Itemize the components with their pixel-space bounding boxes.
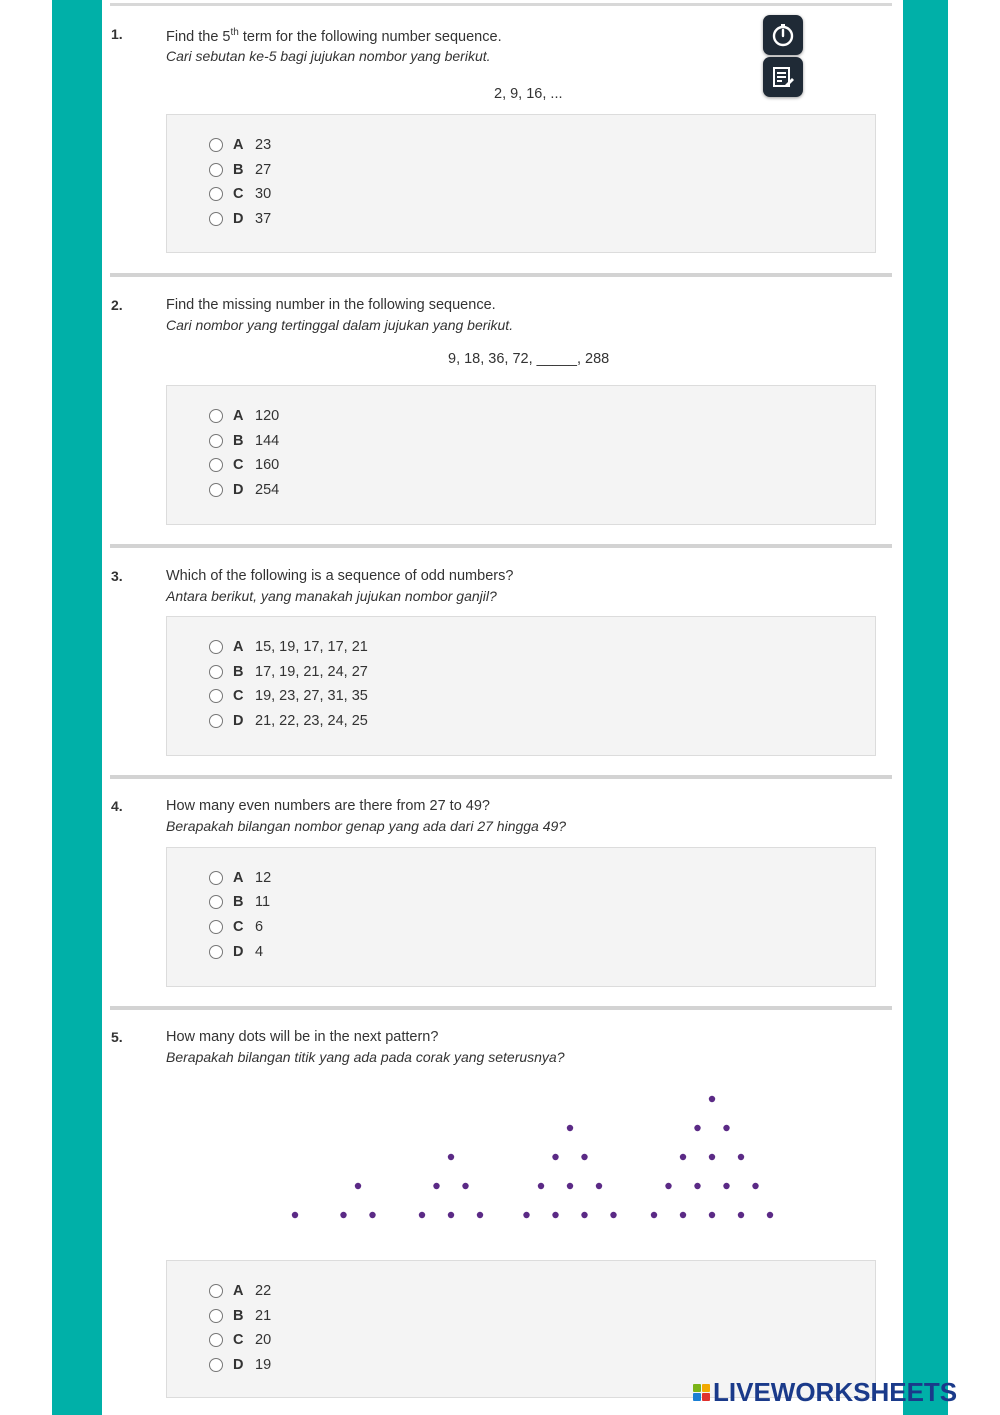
option-text: 23 bbox=[255, 137, 272, 153]
option-letter: B bbox=[233, 664, 244, 680]
option-c[interactable] bbox=[209, 1330, 271, 1350]
option-letter: C bbox=[233, 186, 244, 202]
option-text: 6 bbox=[255, 919, 264, 935]
option-letter: B bbox=[233, 894, 244, 910]
options-box bbox=[166, 847, 876, 987]
option-text: 19, 23, 27, 31, 35 bbox=[255, 688, 368, 704]
radio-button[interactable] bbox=[209, 689, 223, 703]
option-letter: A bbox=[233, 639, 244, 655]
option-d[interactable] bbox=[209, 1355, 271, 1375]
radio-button[interactable] bbox=[209, 483, 223, 497]
option-letter: D bbox=[233, 713, 244, 729]
option-letter: B bbox=[233, 433, 244, 449]
option-a[interactable] bbox=[209, 868, 271, 888]
pattern-dot bbox=[651, 1212, 657, 1218]
pattern-dot bbox=[419, 1212, 425, 1218]
option-b[interactable] bbox=[209, 662, 368, 682]
section-divider bbox=[110, 1006, 892, 1010]
section-divider bbox=[110, 273, 892, 277]
radio-button[interactable] bbox=[209, 640, 223, 654]
question-number: 2. bbox=[111, 297, 123, 313]
option-text: 160 bbox=[255, 457, 280, 473]
timer-icon bbox=[771, 23, 795, 47]
radio-button[interactable] bbox=[209, 163, 223, 177]
option-text: 22 bbox=[255, 1283, 272, 1299]
pattern-dot bbox=[292, 1212, 298, 1218]
option-letter: A bbox=[233, 408, 244, 424]
options-box bbox=[166, 385, 876, 525]
option-text: 37 bbox=[255, 211, 272, 227]
pattern-dot bbox=[477, 1212, 483, 1218]
radio-button[interactable] bbox=[209, 895, 223, 909]
radio-button[interactable] bbox=[209, 1309, 223, 1323]
question-text-ms: Antara berikut, yang manakah jujukan nombor ganjil? bbox=[166, 588, 497, 604]
option-text: 254 bbox=[255, 482, 280, 498]
option-b[interactable] bbox=[209, 431, 279, 451]
option-letter: A bbox=[233, 1283, 244, 1299]
question-text-en: Find the missing number in the following sequence. bbox=[166, 297, 496, 313]
option-b[interactable] bbox=[209, 892, 270, 912]
pattern-dot bbox=[369, 1212, 375, 1218]
options-box bbox=[166, 114, 876, 253]
option-text: 30 bbox=[255, 186, 272, 202]
pattern-dot bbox=[680, 1154, 686, 1160]
dot-pattern bbox=[0, 1080, 1000, 1230]
radio-button[interactable] bbox=[209, 138, 223, 152]
pattern-dot bbox=[738, 1212, 744, 1218]
pattern-dot bbox=[723, 1125, 729, 1131]
option-letter: C bbox=[233, 688, 244, 704]
option-text: 19 bbox=[255, 1357, 272, 1373]
option-d[interactable] bbox=[209, 209, 271, 229]
radio-button[interactable] bbox=[209, 1358, 223, 1372]
pattern-dot bbox=[462, 1183, 468, 1189]
notes-icon bbox=[771, 65, 795, 89]
option-a[interactable] bbox=[209, 637, 368, 657]
pattern-dot bbox=[709, 1212, 715, 1218]
option-text: 144 bbox=[255, 433, 280, 449]
section-divider bbox=[110, 544, 892, 548]
option-letter: B bbox=[233, 1308, 244, 1324]
pattern-dot bbox=[448, 1212, 454, 1218]
option-text: 21, 22, 23, 24, 25 bbox=[255, 713, 368, 729]
option-letter: A bbox=[233, 870, 244, 886]
question-text-ms: Berapakah bilangan titik yang ada pada corak yang seterusnya? bbox=[166, 1049, 565, 1065]
option-letter: C bbox=[233, 1332, 244, 1348]
pattern-dot bbox=[767, 1212, 773, 1218]
radio-button[interactable] bbox=[209, 1333, 223, 1347]
pattern-dot bbox=[709, 1096, 715, 1102]
pattern-dot bbox=[665, 1183, 671, 1189]
question-text-en: Find the 5th term for the following number sequence. bbox=[166, 27, 502, 45]
option-text: 27 bbox=[255, 162, 272, 178]
pattern-dot bbox=[752, 1183, 758, 1189]
question-number: 1. bbox=[111, 26, 123, 42]
option-a[interactable] bbox=[209, 135, 271, 155]
option-letter: A bbox=[233, 137, 244, 153]
option-text: 20 bbox=[255, 1332, 272, 1348]
pattern-dot bbox=[694, 1125, 700, 1131]
option-c[interactable] bbox=[209, 686, 368, 706]
pattern-dot bbox=[552, 1154, 558, 1160]
question-text-en: How many even numbers are there from 27 to 49? bbox=[166, 798, 490, 814]
liveworksheets-logo[interactable] bbox=[693, 1377, 957, 1408]
pattern-dot bbox=[538, 1183, 544, 1189]
option-d[interactable] bbox=[209, 711, 368, 731]
pattern-dot bbox=[340, 1212, 346, 1218]
question-number: 3. bbox=[111, 568, 123, 584]
option-b[interactable] bbox=[209, 1306, 271, 1326]
option-c[interactable] bbox=[209, 184, 271, 204]
number-sequence: 9, 18, 36, 72, _____, 288 bbox=[448, 351, 610, 367]
radio-button[interactable] bbox=[209, 714, 223, 728]
question-number: 5. bbox=[111, 1029, 123, 1045]
option-letter: C bbox=[233, 457, 244, 473]
radio-button[interactable] bbox=[209, 187, 223, 201]
option-letter: D bbox=[233, 211, 244, 227]
option-a[interactable] bbox=[209, 1281, 271, 1301]
pattern-dot bbox=[523, 1212, 529, 1218]
option-d[interactable] bbox=[209, 942, 263, 962]
pattern-dot bbox=[567, 1125, 573, 1131]
question-text-ms: Berapakah bilangan nombor genap yang ada dari 27 hingga 49? bbox=[166, 818, 567, 834]
pattern-dot bbox=[552, 1212, 558, 1218]
pattern-dot bbox=[596, 1183, 602, 1189]
option-letter: D bbox=[233, 1357, 244, 1373]
option-d[interactable] bbox=[209, 480, 279, 500]
radio-button[interactable] bbox=[209, 434, 223, 448]
option-a[interactable] bbox=[209, 406, 279, 426]
pattern-dot bbox=[694, 1183, 700, 1189]
option-c[interactable] bbox=[209, 455, 279, 475]
logo-mark-icon bbox=[693, 1384, 710, 1401]
question-text-ms: Cari nombor yang tertinggal dalam jujukan yang berikut. bbox=[166, 317, 514, 333]
option-letter: D bbox=[233, 482, 244, 498]
notes-button[interactable] bbox=[763, 57, 803, 97]
pattern-dot bbox=[581, 1154, 587, 1160]
option-b[interactable] bbox=[209, 160, 271, 180]
option-text: 120 bbox=[255, 408, 280, 424]
radio-button[interactable] bbox=[209, 665, 223, 679]
option-text: 15, 19, 17, 17, 21 bbox=[255, 639, 368, 655]
radio-button[interactable] bbox=[209, 920, 223, 934]
pattern-dot bbox=[355, 1183, 361, 1189]
option-text: 4 bbox=[255, 944, 264, 960]
question-text-ms: Cari sebutan ke-5 bagi jujukan nombor yang berikut. bbox=[166, 48, 491, 64]
logo-text: LIVEWORKSHEETS bbox=[713, 1377, 958, 1407]
option-c[interactable] bbox=[209, 917, 263, 937]
option-text: 12 bbox=[255, 870, 272, 886]
section-divider bbox=[110, 775, 892, 779]
option-letter: D bbox=[233, 944, 244, 960]
option-letter: B bbox=[233, 162, 244, 178]
option-text: 17, 19, 21, 24, 27 bbox=[255, 664, 368, 680]
option-text: 11 bbox=[255, 894, 271, 910]
question-text-en: Which of the following is a sequence of odd numbers? bbox=[166, 568, 514, 584]
pattern-dot bbox=[709, 1154, 715, 1160]
pattern-dot bbox=[567, 1183, 573, 1189]
radio-button[interactable] bbox=[209, 1284, 223, 1298]
question-number: 4. bbox=[111, 798, 123, 814]
pattern-dot bbox=[448, 1154, 454, 1160]
number-sequence: 2, 9, 16, ... bbox=[494, 86, 563, 102]
radio-button[interactable] bbox=[209, 871, 223, 885]
option-letter: C bbox=[233, 919, 244, 935]
option-text: 21 bbox=[255, 1308, 272, 1324]
top-divider bbox=[110, 3, 892, 6]
pattern-dot bbox=[723, 1183, 729, 1189]
pattern-dot bbox=[738, 1154, 744, 1160]
radio-button[interactable] bbox=[209, 409, 223, 423]
timer-button[interactable] bbox=[763, 15, 803, 55]
question-text-en: How many dots will be in the next pattern? bbox=[166, 1029, 439, 1045]
pattern-dot bbox=[680, 1212, 686, 1218]
radio-button[interactable] bbox=[209, 945, 223, 959]
radio-button[interactable] bbox=[209, 458, 223, 472]
pattern-dot bbox=[433, 1183, 439, 1189]
pattern-dot bbox=[610, 1212, 616, 1218]
options-box bbox=[166, 616, 876, 756]
pattern-dot bbox=[581, 1212, 587, 1218]
radio-button[interactable] bbox=[209, 212, 223, 226]
